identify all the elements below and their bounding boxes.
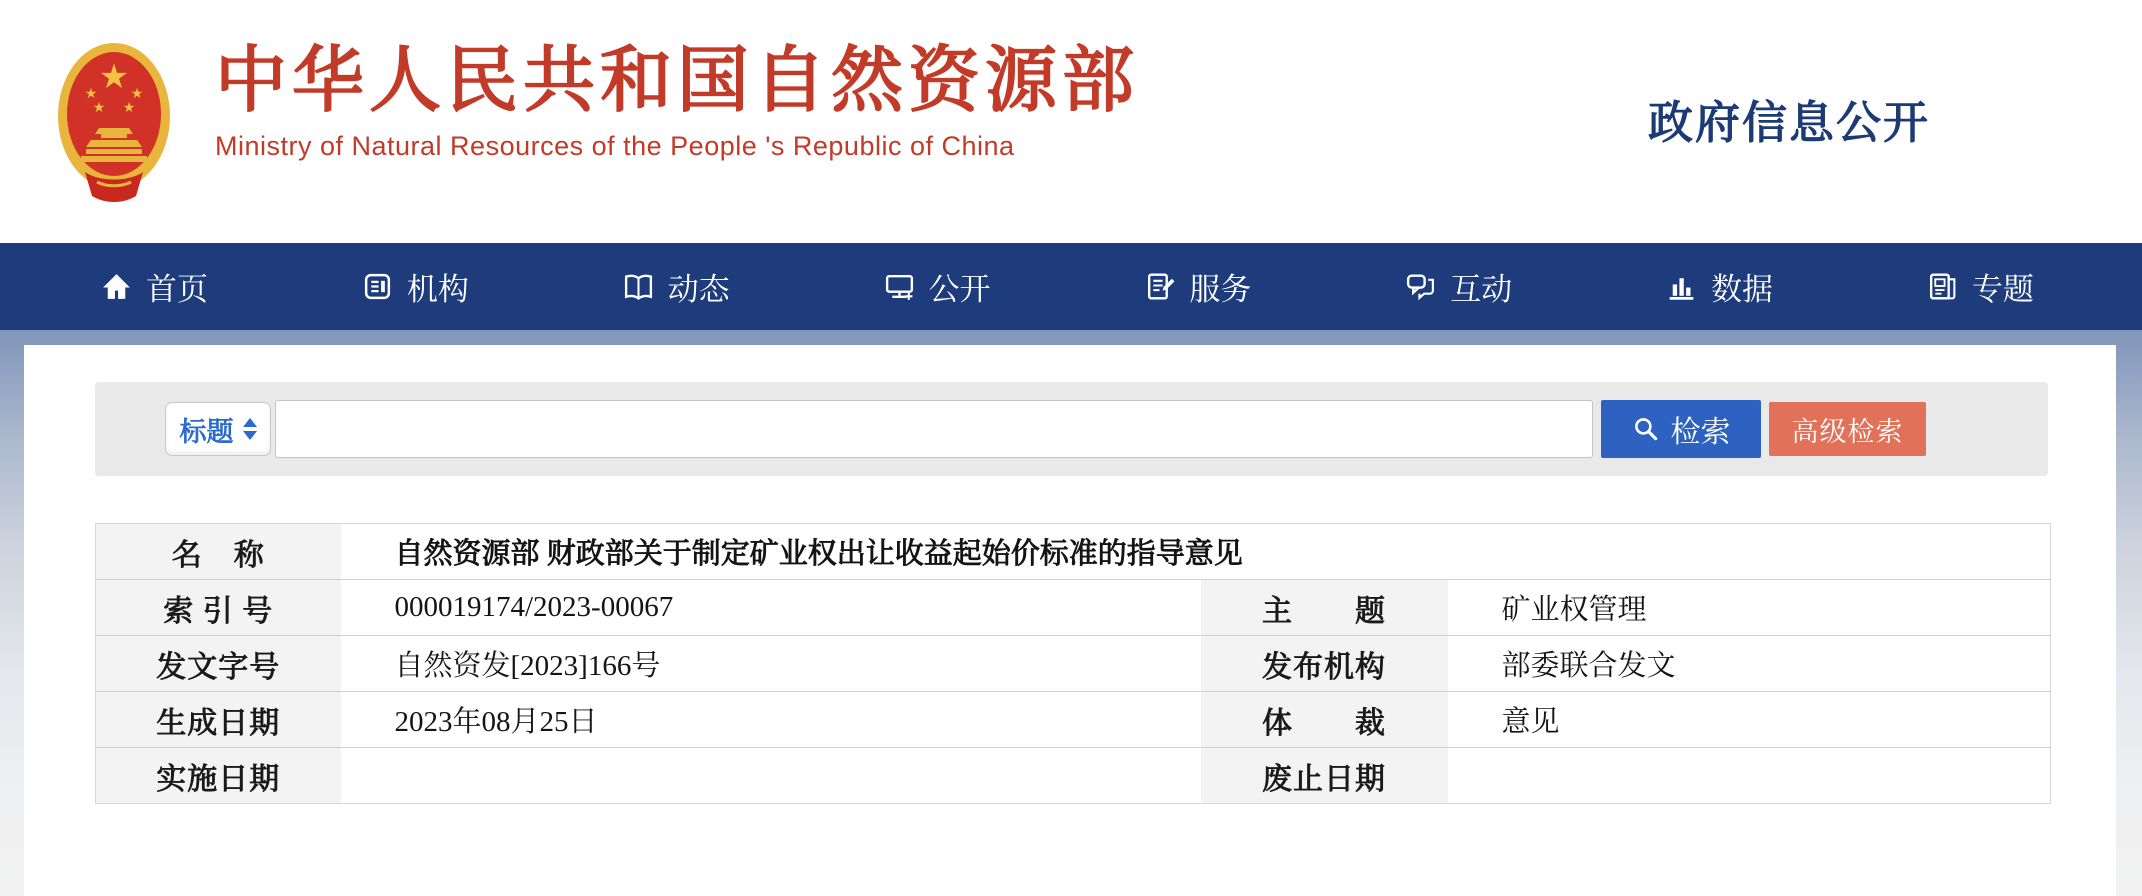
home-icon [100,270,133,303]
nav-item-label: 专题 [1971,272,2034,307]
field-value: 2023年08月25日 [341,692,1201,748]
title-block [215,42,1139,162]
nav-item-newspaper[interactable] [1926,264,2034,309]
field-label: 体 裁 [1201,692,1448,748]
search-input[interactable] [275,400,1593,458]
nav-item-label: 机构 [406,272,469,307]
field-label: 生成日期 [96,692,341,748]
field-value: 自然资源部 财政部关于制定矿业权出让收益起始价标准的指导意见 [394,538,1243,570]
svg-text:★: ★ [84,85,98,101]
field-label: 主 题 [1201,580,1448,636]
site-title: 中华人民共和国自然资源部 [215,41,1140,121]
field-label: 名 称 [96,524,341,580]
nav-item-bar-chart[interactable] [1665,264,1773,309]
main-nav [0,243,2142,330]
nav-item-label: 动态 [667,272,730,307]
nav-item-label: 互动 [1450,272,1513,307]
national-emblem-icon [55,36,173,208]
magnifier-icon [1632,415,1660,443]
table-row [96,636,2051,692]
table-row [96,748,2051,804]
site-subtitle: Ministry of Natural Resources of the People 's Republic of China [215,131,1015,162]
field-value [341,748,1201,804]
field-label: 废止日期 [1201,748,1448,804]
field-value [1448,748,2051,804]
search-button-label: 检索 [1670,416,1731,449]
nav-item-label: 服务 [1189,272,1252,307]
nav-item-organization[interactable] [361,264,469,309]
nav-item-chat-bubbles[interactable] [1404,264,1512,309]
page-section-title: 政府信息公开 [1647,98,1930,148]
svg-text:★: ★ [122,99,136,115]
search-button[interactable] [1601,400,1761,458]
chat-bubbles-icon [1404,270,1437,303]
bar-chart-icon [1665,270,1698,303]
svg-text:★: ★ [92,99,106,115]
field-value: 自然资发[2023]166号 [341,636,1201,692]
field-value: 矿业权管理 [1448,580,2051,636]
svg-text:★: ★ [130,85,144,101]
advanced-search-button-label: 高级检索 [1791,416,1904,447]
field-value: 意见 [1448,692,2051,748]
organization-icon [361,270,394,303]
svg-text:★: ★ [98,58,130,96]
document-detail-table [95,523,2051,804]
site-header [0,0,2142,243]
search-field-selector[interactable] [165,402,271,456]
nav-item-label: 公开 [928,272,991,307]
monitor-icon [883,270,916,303]
search-field-selector-value: 标题 [179,416,234,447]
nav-item-open-book[interactable] [622,264,730,309]
field-value: 000019174/2023-00067 [341,580,1201,636]
table-row [96,580,2051,636]
open-book-icon [622,270,655,303]
field-label: 索 引 号 [96,580,341,636]
table-row [96,524,2051,580]
newspaper-icon [1926,270,1959,303]
advanced-search-button[interactable] [1769,402,1926,456]
nav-item-monitor[interactable] [883,264,991,309]
field-label: 发布机构 [1201,636,1448,692]
nav-item-label: 数据 [1711,272,1774,307]
national-emblem-logo[interactable] [55,36,173,208]
field-value: 部委联合发文 [1448,636,2051,692]
content-panel [24,345,2116,896]
page-background [0,330,2142,896]
nav-item-label: 首页 [146,272,208,307]
field-label: 实施日期 [96,748,341,804]
nav-item-service-doc[interactable] [1143,264,1251,309]
service-doc-icon [1143,270,1176,303]
table-row [96,692,2051,748]
search-bar [95,382,2048,476]
updown-arrows-icon [243,418,257,440]
nav-item-home[interactable] [100,264,208,309]
field-label: 发文字号 [96,636,341,692]
